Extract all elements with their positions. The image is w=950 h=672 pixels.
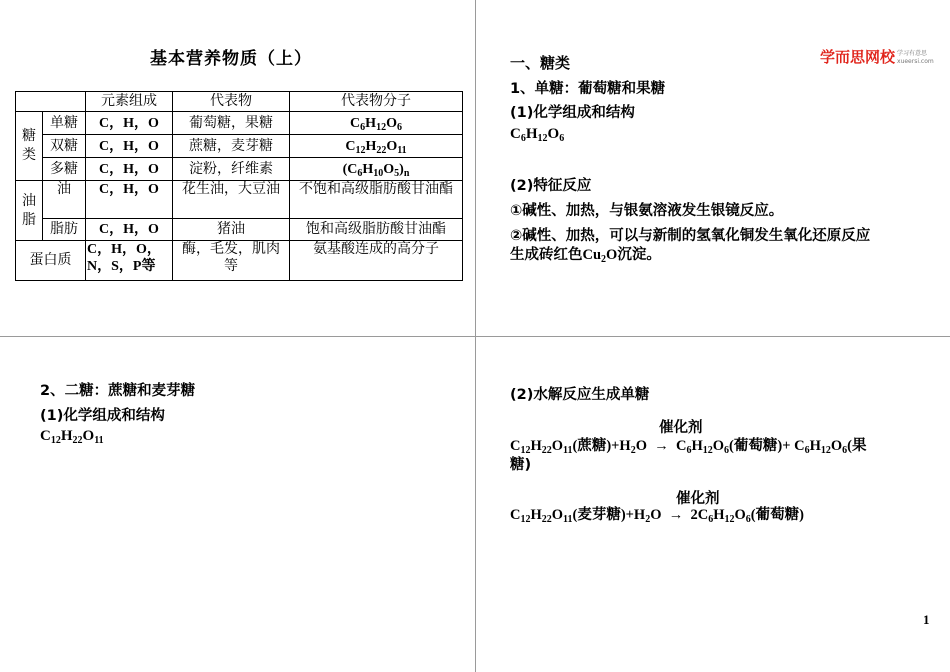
formula-sucrose: $C_{12}H_{22}O_{11}$ (290, 135, 463, 158)
slide2-sub2: (1)化学组成和结构 (510, 105, 635, 121)
slide3-sub1: (1)化学组成和结构 (40, 408, 165, 424)
slide1-title: 基本营养物质（上） (150, 49, 312, 69)
header-molecule: 代表物分子 (290, 92, 463, 112)
table-corner-cell (16, 92, 86, 112)
table-row (16, 241, 463, 281)
row-elements: C，H，O (86, 135, 173, 158)
logo-url: xueersi.com (897, 57, 934, 65)
row-examples: 蔗糖，麦芽糖 (173, 135, 290, 158)
row-elements: C，H，O (86, 181, 173, 219)
row-molecule: 饱和高级脂肪酸甘油酯 (290, 219, 463, 241)
row-examples: 猪油 (173, 219, 290, 241)
formula-cu2o: $Cu_2O$ (582, 247, 618, 265)
logo-text: 学而思网校 (820, 48, 896, 66)
row-name: 双糖 (43, 135, 86, 158)
row-name: 油 (43, 181, 86, 219)
equation-sucrose-line1: $C_{12}H_{22}O_{11}$(蔗糖)$+H_2O \to C_6H_{12}O_6$(葡萄糖)+ $C_6H_{12}O_6$(果 (510, 438, 867, 456)
row-molecule: 氨基酸连成的高分子 (290, 241, 463, 281)
slide2-sub1: 1、单糖：葡萄糖和果糖 (510, 81, 666, 97)
table-row (16, 181, 463, 219)
slide2-heading: 一、糖类 (510, 54, 571, 72)
catalyst-label-1: 催化剂 (659, 420, 703, 436)
row-examples: 淀粉，纤维素 (173, 158, 290, 181)
logo-side (897, 50, 934, 66)
row-molecule: 不饱和高级脂肪酸甘油酯 (290, 181, 463, 219)
slide4-heading: (2)水解反应生成单糖 (510, 387, 650, 403)
table-row (16, 219, 463, 241)
row-name: 多糖 (43, 158, 86, 181)
reaction-item-2-line1: ②碱性、加热，可以与新制的氢氧化铜发生氧化还原反应 (510, 228, 871, 244)
table-row (16, 112, 463, 135)
formula-disaccharide: $C_{12}H_{22}O_{11}$ (40, 428, 104, 446)
row-name: 单糖 (43, 112, 86, 135)
row-examples: 花生油，大豆油 (173, 181, 290, 219)
catalyst-label-2: 催化剂 (676, 491, 720, 507)
group-sugar: 糖类 (22, 128, 36, 163)
equation-sucrose-line2: 糖) (510, 457, 532, 473)
group-sugar-cell (16, 112, 43, 181)
row-name: 脂肪 (43, 219, 86, 241)
nutrient-table (15, 91, 463, 281)
equation-maltose: $C_{12}H_{22}O_{11}$(麦芽糖)$+H_2O \to 2C_6H_{12}O_6$(葡萄糖) (510, 507, 804, 525)
formula-starch: $(C_6H_{10}O_5)_n$ (290, 158, 463, 181)
header-examples: 代表物 (173, 92, 290, 112)
table-header-row (16, 92, 463, 112)
reaction-item-2-line2: 生成砖红色$Cu_2O$沉淀。 (510, 247, 661, 265)
horizontal-divider (0, 336, 950, 337)
table-row (16, 158, 463, 181)
group-fat: 油脂 (22, 192, 36, 228)
header-elements: 元素组成 (86, 92, 173, 112)
row-elements: C，H，O (86, 112, 173, 135)
row-elements: C，H，O，N，S，P等 (86, 241, 173, 281)
school-logo (820, 46, 934, 67)
row-elements: C，H，O (86, 219, 173, 241)
row-examples: 酶，毛发，肌肉等 (173, 241, 290, 281)
row-name: 蛋白质 (16, 241, 86, 281)
formula-monosaccharide: $C_6H_{12}O_6$ (510, 126, 565, 144)
table-row (16, 135, 463, 158)
row-elements: C，H，O (86, 158, 173, 181)
reaction-item-1: ①碱性、加热，与银氨溶液发生银镜反应。 (510, 203, 784, 219)
formula-glucose: $C_6H_{12}O_6$ (290, 112, 463, 135)
group-fat-cell (16, 181, 43, 241)
slide2-sub3: (2)特征反应 (510, 178, 592, 194)
page-number: 1 (923, 612, 930, 627)
slide3-heading: 2、二糖：蔗糖和麦芽糖 (40, 383, 196, 399)
row-examples: 葡萄糖，果糖 (173, 112, 290, 135)
logo-slogan: 学习有意思 (897, 49, 928, 57)
